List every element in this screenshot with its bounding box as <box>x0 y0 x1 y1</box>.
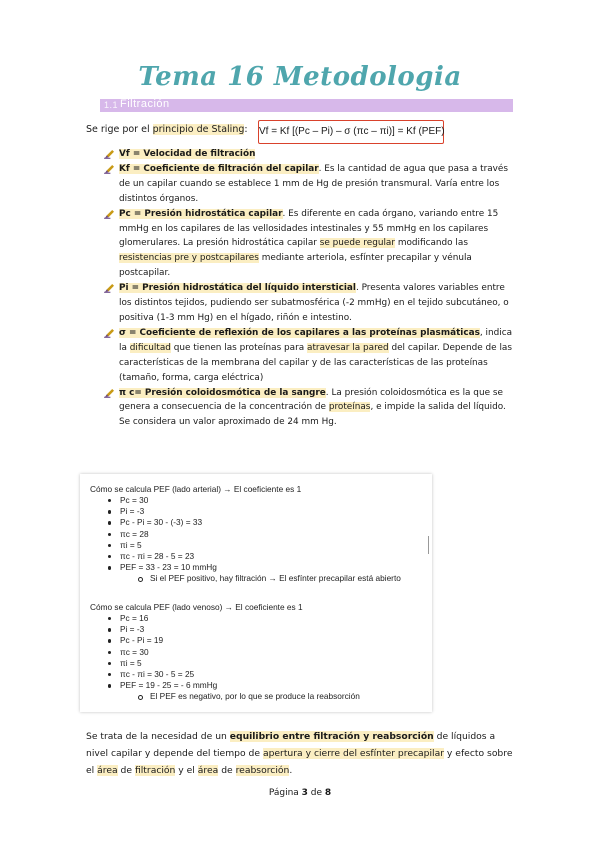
text-segment: apertura y cierre del esfínter precapilar <box>262 748 445 759</box>
text-segment: de líquidos a nivel capilar y depende del tiempo de <box>86 731 496 759</box>
calc-item: πc - πi = 30 - 5 = 25 <box>90 669 360 680</box>
definition-list <box>104 147 516 430</box>
section-heading <box>100 99 513 112</box>
footer-mid: de <box>307 788 325 798</box>
text-segment: área <box>197 765 219 776</box>
text-segment: mediante arteriola, esfínter precapilar y vénula postcapilar. <box>119 253 472 279</box>
text-segment: σ = Coeficiente de reflexión de los capilares a las proteínas plasmáticas <box>119 327 480 338</box>
text-segment: del capilar. Depende de las características de la membrana del capilar y de las características de las proteínas (tamaño, forma, carga eléctrica) <box>119 342 512 383</box>
calc-item: PEF = 19 - 25 = - 6 mmHg <box>90 680 360 691</box>
text-segment: π c= Presión coloidosmótica de la sangre <box>119 387 326 398</box>
calc-item: Pc - Pi = 19 <box>90 635 360 646</box>
definition-item <box>104 386 516 431</box>
text-segment: . Es diferente en cada órgano, variando entre 15 mmHg en los capilares de las vellosidades intestinales y 55 mmHg en los capilares glomerulares. La presión hidrostática capilar <box>119 208 499 249</box>
footer-page: 3 <box>301 788 308 798</box>
text-segment: , indica la <box>119 327 513 353</box>
text-segment: proteínas <box>328 402 371 413</box>
text-segment: Kf = Coeficiente de filtración del capilar <box>119 163 319 174</box>
text-segment: área <box>97 765 118 776</box>
text-segment: modificando las <box>395 238 468 249</box>
calc-item: Pi = -3 <box>90 506 401 517</box>
text-segment: resistencias pre y postcapilares <box>119 253 259 264</box>
calc-conclusion: El PEF es negativo, por lo que se produce la reabsorción <box>90 691 360 702</box>
definition-item <box>104 326 516 386</box>
text-segment: de <box>117 765 135 776</box>
arterial-header: Cómo se calcula PEF (lado arterial) → El coeficiente es 1 <box>90 484 302 494</box>
scrollbar-fragment <box>428 536 429 554</box>
pen-bullet-icon <box>104 284 115 293</box>
definition-item <box>104 147 516 162</box>
pen-bullet-icon <box>104 150 115 159</box>
intro-line <box>86 124 248 135</box>
pen-bullet-icon <box>104 165 115 174</box>
arterial-block <box>90 484 401 585</box>
calc-item: Pi = -3 <box>90 624 360 635</box>
calc-item: πc - πi = 28 - 5 = 23 <box>90 551 401 562</box>
venoso-list <box>90 613 360 703</box>
text-segment: que tienen las proteínas para <box>170 342 308 353</box>
calc-item: Pc = 16 <box>90 613 360 624</box>
calc-item: πc = 30 <box>90 647 360 658</box>
text-segment: . Es la cantidad de agua que pasa a través de un capilar cuando se establece 1 mm de Hg de presión transmural. Varía entre los distintos órganos. <box>119 163 508 204</box>
text-segment: de <box>218 765 236 776</box>
definition-item <box>104 207 516 282</box>
text-segment: dificultad <box>129 342 171 353</box>
text-segment: y el <box>175 765 198 776</box>
pen-bullet-icon <box>104 389 115 398</box>
page-title: Tema 16 Metodologia <box>138 62 462 92</box>
pen-bullet-icon <box>104 329 115 338</box>
text-segment: equilibrio entre filtración y reabsorción <box>229 731 434 742</box>
calc-item: Pc - Pi = 30 - (-3) = 33 <box>90 517 401 528</box>
calc-item: PEF = 33 - 23 = 10 mmHg <box>90 562 401 573</box>
starling-formula: Vf = Kf [(Pc – Pi) – σ (πc – πi)] = Kf (PEF) <box>258 120 444 144</box>
text-segment: y efecto sobre el <box>86 748 513 776</box>
footer-prefix: Página <box>268 788 302 798</box>
intro-prefix: Se rige por el <box>86 124 153 135</box>
calc-item: πi = 5 <box>90 658 360 669</box>
calc-item: πc = 28 <box>90 529 401 540</box>
text-segment: . <box>289 765 293 776</box>
arterial-list <box>90 495 401 585</box>
calc-conclusion: Si el PEF positivo, hay filtración → El esfínter precapilar está abierto <box>90 573 401 584</box>
intro-suffix: : <box>244 124 248 135</box>
closing-paragraph <box>86 728 518 779</box>
text-segment: reabsorción <box>235 765 290 776</box>
footer-total: 8 <box>324 788 332 798</box>
definition-item <box>104 281 516 326</box>
intro-highlight: principio de Staling <box>152 124 245 135</box>
text-segment: Pi = Presión hidrostática del líquido intersticial <box>119 283 356 294</box>
page-footer <box>0 788 600 798</box>
text-segment: . La presión coloidosmótica es la que se genera a consecuencia de la concentración de <box>119 387 503 413</box>
text-segment: . Presenta valores variables entre los distintos tejidos, pudiendo ser subatmosférica (-2 mmHg) en el tejido subcutáneo, o positiva (1-3 mm Hg) en el hígado, riñón e intestino. <box>119 283 509 323</box>
calc-item: Pc = 30 <box>90 495 401 506</box>
section-number: 1.1 <box>104 100 119 110</box>
definition-item <box>104 162 516 207</box>
pen-bullet-icon <box>104 210 115 219</box>
embedded-screenshot <box>80 474 432 712</box>
venoso-block <box>90 602 360 703</box>
text-segment: Se trata de la necesidad de un <box>86 731 230 742</box>
text-segment: se puede regular <box>319 238 396 249</box>
calc-item: πi = 5 <box>90 540 401 551</box>
text-segment: Pc = Presión hidrostática capilar <box>119 208 283 219</box>
text-segment: , e impide la salida del líquido. Se considera un valor aproximado de 24 mm Hg. <box>119 402 506 428</box>
text-segment: atravesar la pared <box>307 342 389 353</box>
text-segment: filtración <box>134 765 176 776</box>
venoso-header: Cómo se calcula PEF (lado venoso) → El coeficiente es 1 <box>90 602 303 612</box>
section-label: Filtración <box>120 98 170 110</box>
text-segment: Vf = Velocidad de filtración <box>119 149 256 159</box>
